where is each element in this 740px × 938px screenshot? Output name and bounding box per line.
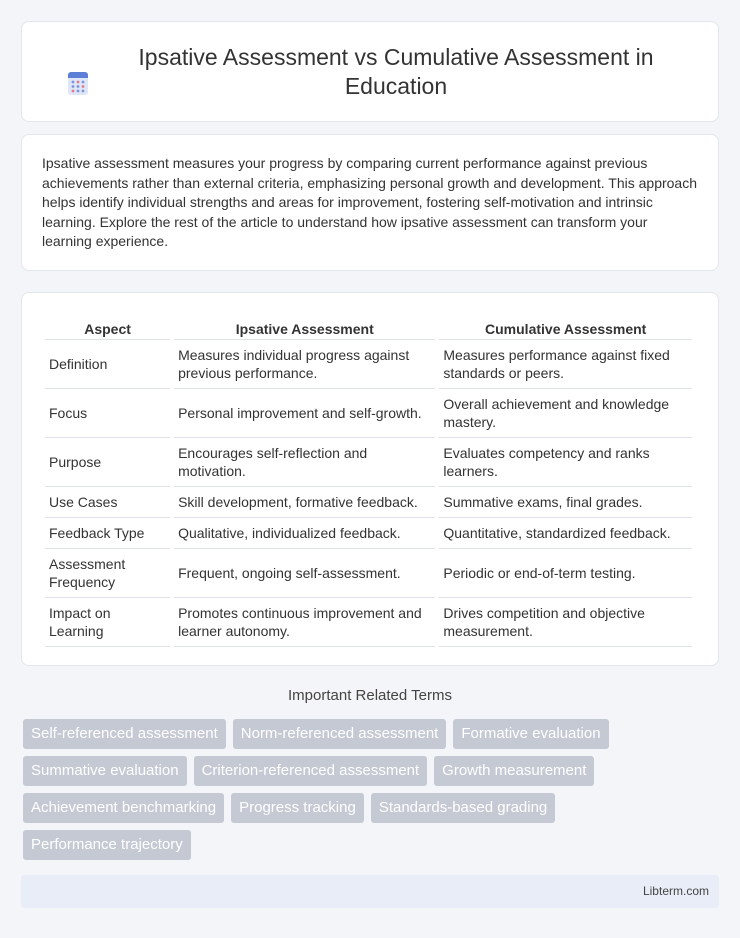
table-header-row	[45, 314, 692, 340]
aspect-cell: Impact on Learning	[45, 598, 170, 647]
cumulative-cell: Quantitative, standardized feedback.	[439, 518, 692, 549]
cumulative-cell: Measures performance against fixed standards or peers.	[439, 340, 692, 389]
tag-row	[23, 830, 723, 860]
tag-row	[23, 756, 723, 786]
intro-paragraph: Ipsative assessment measures your progress by comparing current performance against previous achievements rather than external criteria, emphasizing personal growth and development. This approach helps identify individual strengths and areas for improvement, fostering self-motivation and intrinsic learning. Explore the rest of the article to understand how ipsative assessment can transform your learning experience.	[42, 155, 697, 249]
cumulative-cell: Summative exams, final grades.	[439, 487, 692, 518]
column-header-cumulative: Cumulative Assessment	[439, 314, 692, 340]
table-row	[45, 518, 692, 549]
comparison-table-card	[21, 292, 719, 666]
related-terms-list	[23, 719, 723, 867]
table-row	[45, 487, 692, 518]
ipsative-cell: Personal improvement and self-growth.	[174, 389, 435, 438]
tag-standards-based-grading[interactable]: Standards-based grading	[371, 793, 555, 823]
column-header-ipsative: Ipsative Assessment	[174, 314, 435, 340]
comparison-table	[41, 314, 696, 647]
ipsative-cell: Encourages self-reflection and motivation.	[174, 438, 435, 487]
footer-brand-link[interactable]: Libterm.com	[642, 884, 709, 898]
table-row	[45, 598, 692, 647]
tag-self-referenced-assessment[interactable]: Self-referenced assessment	[23, 719, 226, 749]
ipsative-cell: Measures individual progress against previous performance.	[174, 340, 435, 389]
aspect-cell: Feedback Type	[45, 518, 170, 549]
tag-summative-evaluation[interactable]: Summative evaluation	[23, 756, 187, 786]
cumulative-cell: Evaluates competency and ranks learners.	[439, 438, 692, 487]
tag-growth-measurement[interactable]: Growth measurement	[434, 756, 594, 786]
tag-row	[23, 719, 723, 749]
ipsative-cell: Frequent, ongoing self-assessment.	[174, 549, 435, 598]
tag-performance-trajectory[interactable]: Performance trajectory	[23, 830, 191, 860]
cumulative-cell: Periodic or end-of-term testing.	[439, 549, 692, 598]
ipsative-cell: Promotes continuous improvement and learner autonomy.	[174, 598, 435, 647]
aspect-cell: Definition	[45, 340, 170, 389]
footer	[21, 875, 719, 908]
tag-achievement-benchmarking[interactable]: Achievement benchmarking	[23, 793, 224, 823]
ipsative-cell: Qualitative, individualized feedback.	[174, 518, 435, 549]
tag-criterion-referenced-assessment[interactable]: Criterion-referenced assessment	[194, 756, 428, 786]
aspect-cell: Purpose	[45, 438, 170, 487]
cumulative-cell: Overall achievement and knowledge mastery.	[439, 389, 692, 438]
intro-card	[21, 134, 719, 271]
cumulative-cell: Drives competition and objective measurement.	[439, 598, 692, 647]
tag-formative-evaluation[interactable]: Formative evaluation	[453, 719, 608, 749]
tag-row	[23, 793, 723, 823]
tag-progress-tracking[interactable]: Progress tracking	[231, 793, 364, 823]
document-icon	[64, 69, 92, 97]
table-row	[45, 438, 692, 487]
table-row	[45, 389, 692, 438]
aspect-cell: Focus	[45, 389, 170, 438]
ipsative-cell: Skill development, formative feedback.	[174, 487, 435, 518]
related-terms-title: Important Related Terms	[288, 687, 452, 704]
aspect-cell: Use Cases	[45, 487, 170, 518]
table-row	[45, 549, 692, 598]
table-row	[45, 340, 692, 389]
aspect-cell: Assessment Frequency	[45, 549, 170, 598]
page-title: Ipsative Assessment vs Cumulative Assessment in Education	[138, 43, 654, 99]
header-card	[21, 21, 719, 122]
column-header-aspect: Aspect	[45, 314, 170, 340]
tag-norm-referenced-assessment[interactable]: Norm-referenced assessment	[233, 719, 447, 749]
